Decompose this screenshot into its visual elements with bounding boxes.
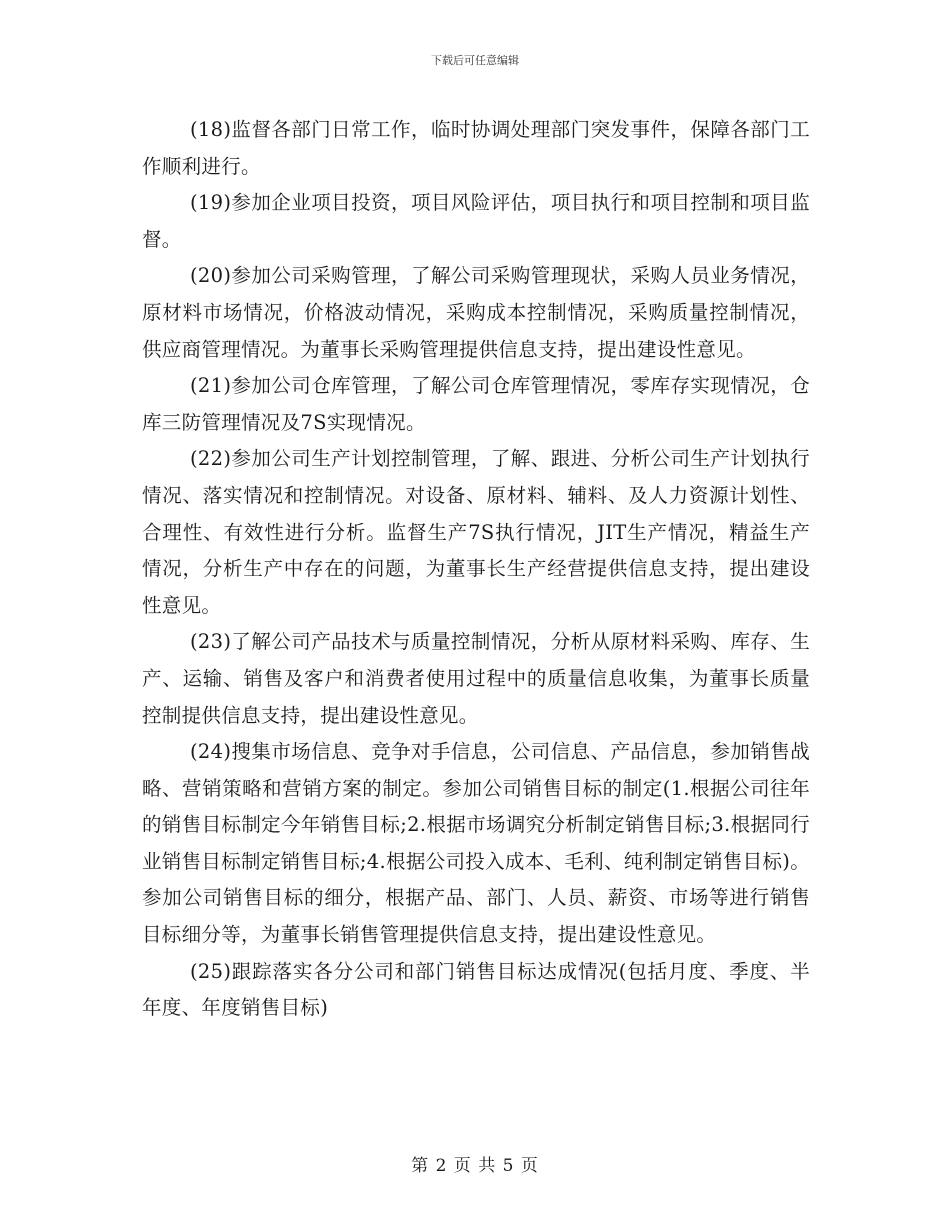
- paragraph-24: (24)搜集市场信息、竞争对手信息，公司信息、产品信息，参加销售战略、营销策略和营销方案的制定。参加公司销售目标的制定(1.根据公司往年的销售目标制定今年销售目标;2.根据市场调究分析制定销售目标;3.根据同行业销售目标制定销售目标;4.根据公司投入成本、毛利、纯利制定销售目标)。参加公司销售目标的细分，根据产品、部门、人员、薪资、市场等进行销售目标细分等，为董事长销售管理提供信息支持，提出建设性意见。: [142, 740, 810, 947]
- document-body: [142, 112, 810, 1027]
- paragraph-19: (19)参加企业项目投资，项目风险评估，项目执行和项目控制和项目监督。: [142, 191, 810, 251]
- paragraph-22: (22)参加公司生产计划控制管理，了解、跟进、分析公司生产计划执行情况、落实情况和控制情况。对设备、原材料、辅料、及人力资源计划性、合理性、有效性进行分析。监督生产7S执行情况，JIT生产情况，精益生产情况，分析生产中存在的问题，为董事长生产经营提供信息支持，提出建设性意见。: [142, 447, 810, 617]
- paragraph-25: (25)跟踪落实各分公司和部门销售目标达成情况(包括月度、季度、半年度、年度销售目标): [142, 959, 810, 1020]
- page-header: 下载后可任意编辑: [431, 54, 519, 67]
- page-number: 第 2 页 共 5 页: [411, 1156, 539, 1176]
- paragraph-18: (18)监督各部门日常工作，临时协调处理部门突发事件，保障各部门工作顺利进行。: [142, 118, 810, 178]
- paragraph-20: (20)参加公司采购管理，了解公司采购管理现状，采购人员业务情况，原材料市场情况，价格波动情况，采购成本控制情况，采购质量控制情况，供应商管理情况。为董事长采购管理提供信息支持，提出建设性意见。: [142, 264, 810, 361]
- paragraph-23: (23)了解公司产品技术与质量控制情况，分析从原材料采购、库存、生产、运输、销售及客户和消费者使用过程中的质量信息收集，为董事长质量控制提供信息支持，提出建设性意见。: [142, 630, 810, 727]
- paragraph-21: (21)参加公司仓库管理，了解公司仓库管理情况，零库存实现情况，仓库三防管理情况及7S实现情况。: [142, 374, 810, 434]
